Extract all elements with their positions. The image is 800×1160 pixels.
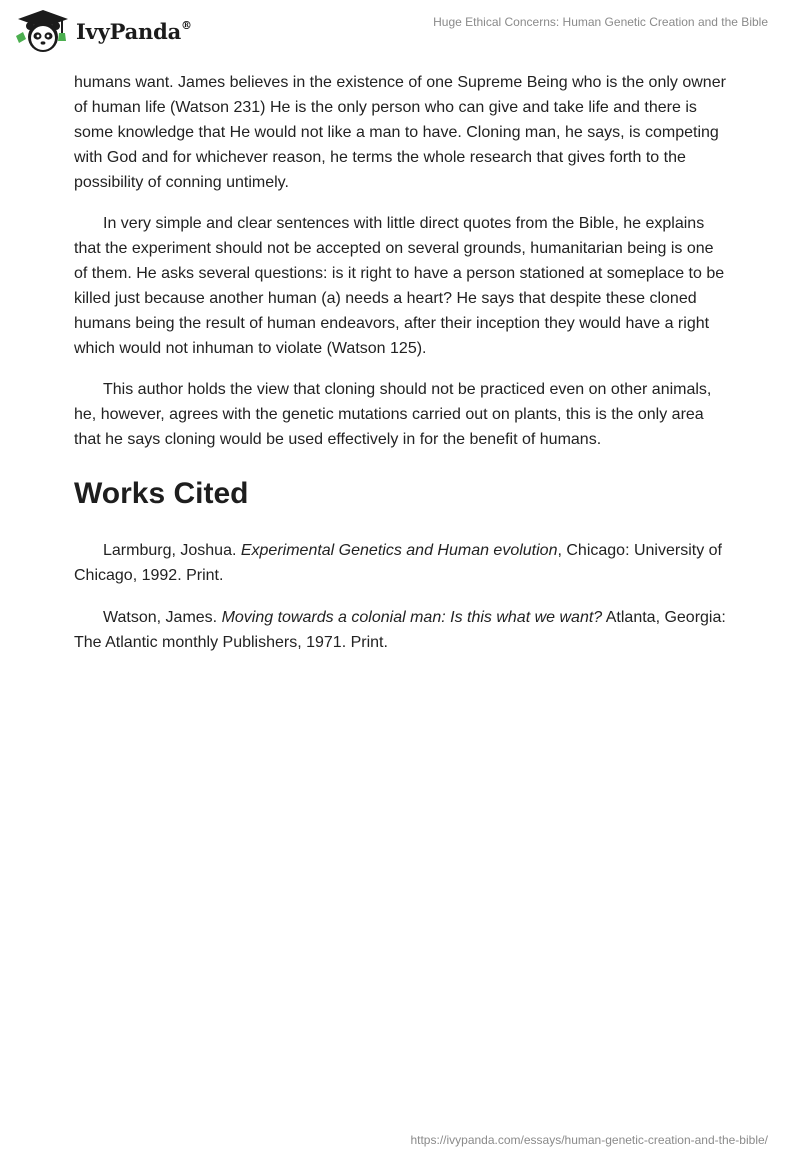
citation-entry: [74, 605, 726, 655]
document-title: Huge Ethical Concerns: Human Genetic Creation and the Bible: [433, 15, 768, 29]
panda-graduate-icon: [14, 8, 72, 54]
source-url[interactable]: https://ivypanda.com/essays/human-genetic-creation-and-the-bible/: [410, 1133, 768, 1147]
citation-title: Moving towards a colonial man: Is this what we want?: [221, 609, 603, 626]
citation-details: Atlanta, Georgia: The Atlantic monthly Publishers, 1971. Print.: [74, 609, 726, 651]
citation-author: Watson, James.: [103, 609, 222, 626]
essay-content: [74, 70, 726, 672]
citation-details: , Chicago: University of Chicago, 1992. Print.: [74, 542, 722, 584]
citation-title: Experimental Genetics and Human evolution: [240, 542, 558, 559]
citation-entry: [74, 538, 726, 588]
paragraph-3: This author holds the view that cloning should not be practiced even on other animals, he, however, agrees with the genetic mutations carried out on plants, this is the only area that he says cloning would be used effectively in for the benefit of humans.: [74, 381, 712, 448]
page-header: [0, 0, 800, 70]
paragraph-1: humans want. James believes in the existence of one Supreme Being who is the only owner of human life (Watson 231) He is the only person who can give and take life and there is some knowledge that He would not like a man to have. Cloning man, he says, is competing with God and for whichever reason, he terms the whole research that gives forth to the possibility of conning untimely.: [74, 74, 726, 191]
paragraph-2: In very simple and clear sentences with little direct quotes from the Bible, he explains that the experiment should not be accepted on several grounds, humanitarian being is one of them. He asks several questions: is it right to have a person stationed at someplace to be killed just because another human (a) needs a heart? He says that despite these cloned humans being the result of human endeavors, after their inception they would have a right which would not inhuman to violate (Watson 125).: [74, 215, 725, 357]
logo-text: IvyPanda: [76, 18, 182, 44]
registered-mark: ®: [181, 18, 192, 32]
ivypanda-logo[interactable]: [14, 8, 192, 54]
works-cited-heading: Works Cited: [74, 477, 249, 510]
citation-author: Larmburg, Joshua.: [103, 542, 241, 559]
